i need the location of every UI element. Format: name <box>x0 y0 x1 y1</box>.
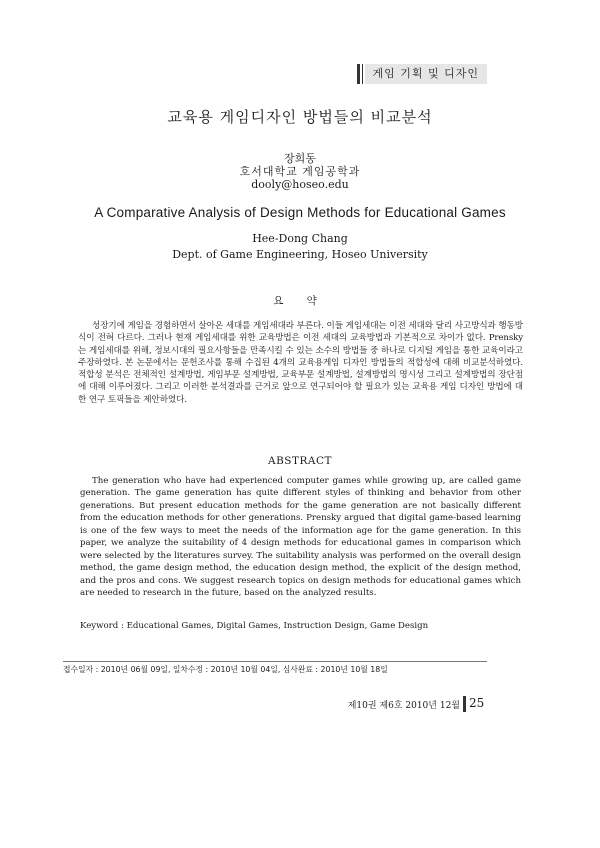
abstract-english-body: The generation who have had experienced computer games while growing up, are called game generation. The game generation has quite different styles of thinking and behavior from other generations. But present education methods for the game generation are not basically different from the education methods for other generations. Prensky argued that digital game-based learning is one of the few ways to meet the needs of the information age for the game generation. In this paper, we analyze the suitability of 4 design methods for educational games in comparison which were selected by the literatures survey. The suitability analysis was performed on the overall design method, the game design method, the education design method, the explicit of the design method, and the pros and cons. We suggest research topics on design methods for educational games which are needed to research in the future, based on the analyzed results. <box>80 476 521 599</box>
footer-divider-bar <box>463 696 466 712</box>
author-name-korean: 장희동 <box>284 152 316 165</box>
footnote-divider <box>63 661 487 662</box>
abstract-english-heading: ABSTRACT <box>267 455 333 467</box>
section-tag-label: 게임 기획 및 디자인 <box>365 64 488 84</box>
paper-title-korean: 교육용 게임디자인 방법들의 비교분석 <box>167 108 433 126</box>
journal-issue-info: 제10권 제6호 2010년 12월 <box>347 701 460 711</box>
keywords-line: Keyword : Educational Games, Digital Games, Instruction Design, Game Design <box>80 621 429 631</box>
affiliation-english: Dept. of Game Engineering, Hoseo University <box>172 248 428 261</box>
author-name-english: Hee-Dong Chang <box>252 232 348 245</box>
received-dates: 접수일자 : 2010년 06월 09일, 일차수정 : 2010년 10월 04일, 심사완료 : 2010년 10월 18일 <box>63 665 388 674</box>
abstract-korean-heading: 요 약 <box>273 295 327 307</box>
page-number: 25 <box>469 696 485 710</box>
paper-title-english: A Comparative Analysis of Design Methods for Educational Games <box>94 205 506 220</box>
section-tag-bar <box>357 64 360 84</box>
section-tag-bar-thin <box>362 64 363 84</box>
section-tag <box>357 64 488 84</box>
abstract-korean-body: 성장기에 게임을 경험하면서 살아온 세대를 게임세대라 부른다. 이들 게임세대는 이전 세대와 달리 사고방식과 행동방식이 전혀 다르다. 그러나 현재 게임세대를 위한 교육방법은 이전 세대의 교육방법과 기본적으로 차이가 없다. Prensky는 게임세대를 위해, 정보시대의 필요사항들을 만족시킬 수 있는 소수의 방법들 중 하나로 디지털 게임을 통한 교육이라고 주장하였다. 본 논문에서는 문헌조사를 통해 수집된 4개의 교육용게임 디자인 방법들의 적합성에 대해 비교분석하였다. 적합성 분석은 전체적인 설계방법, 게임부문 설계방법, 교육부문 설계방법, 설계방법의 명시성 그리고 설계방법의 장단점에 대해 이루어졌다. 그리고 이러한 분석결과를 근거로 앞으로 연구되어야 할 필요가 있는 교육용 게임 디자인 방법에 대한 연구 토픽들을 제안하였다. <box>78 321 523 405</box>
author-email: dooly@hoseo.edu <box>251 178 349 191</box>
affiliation-korean: 호서대학교 게임공학과 <box>239 165 361 178</box>
